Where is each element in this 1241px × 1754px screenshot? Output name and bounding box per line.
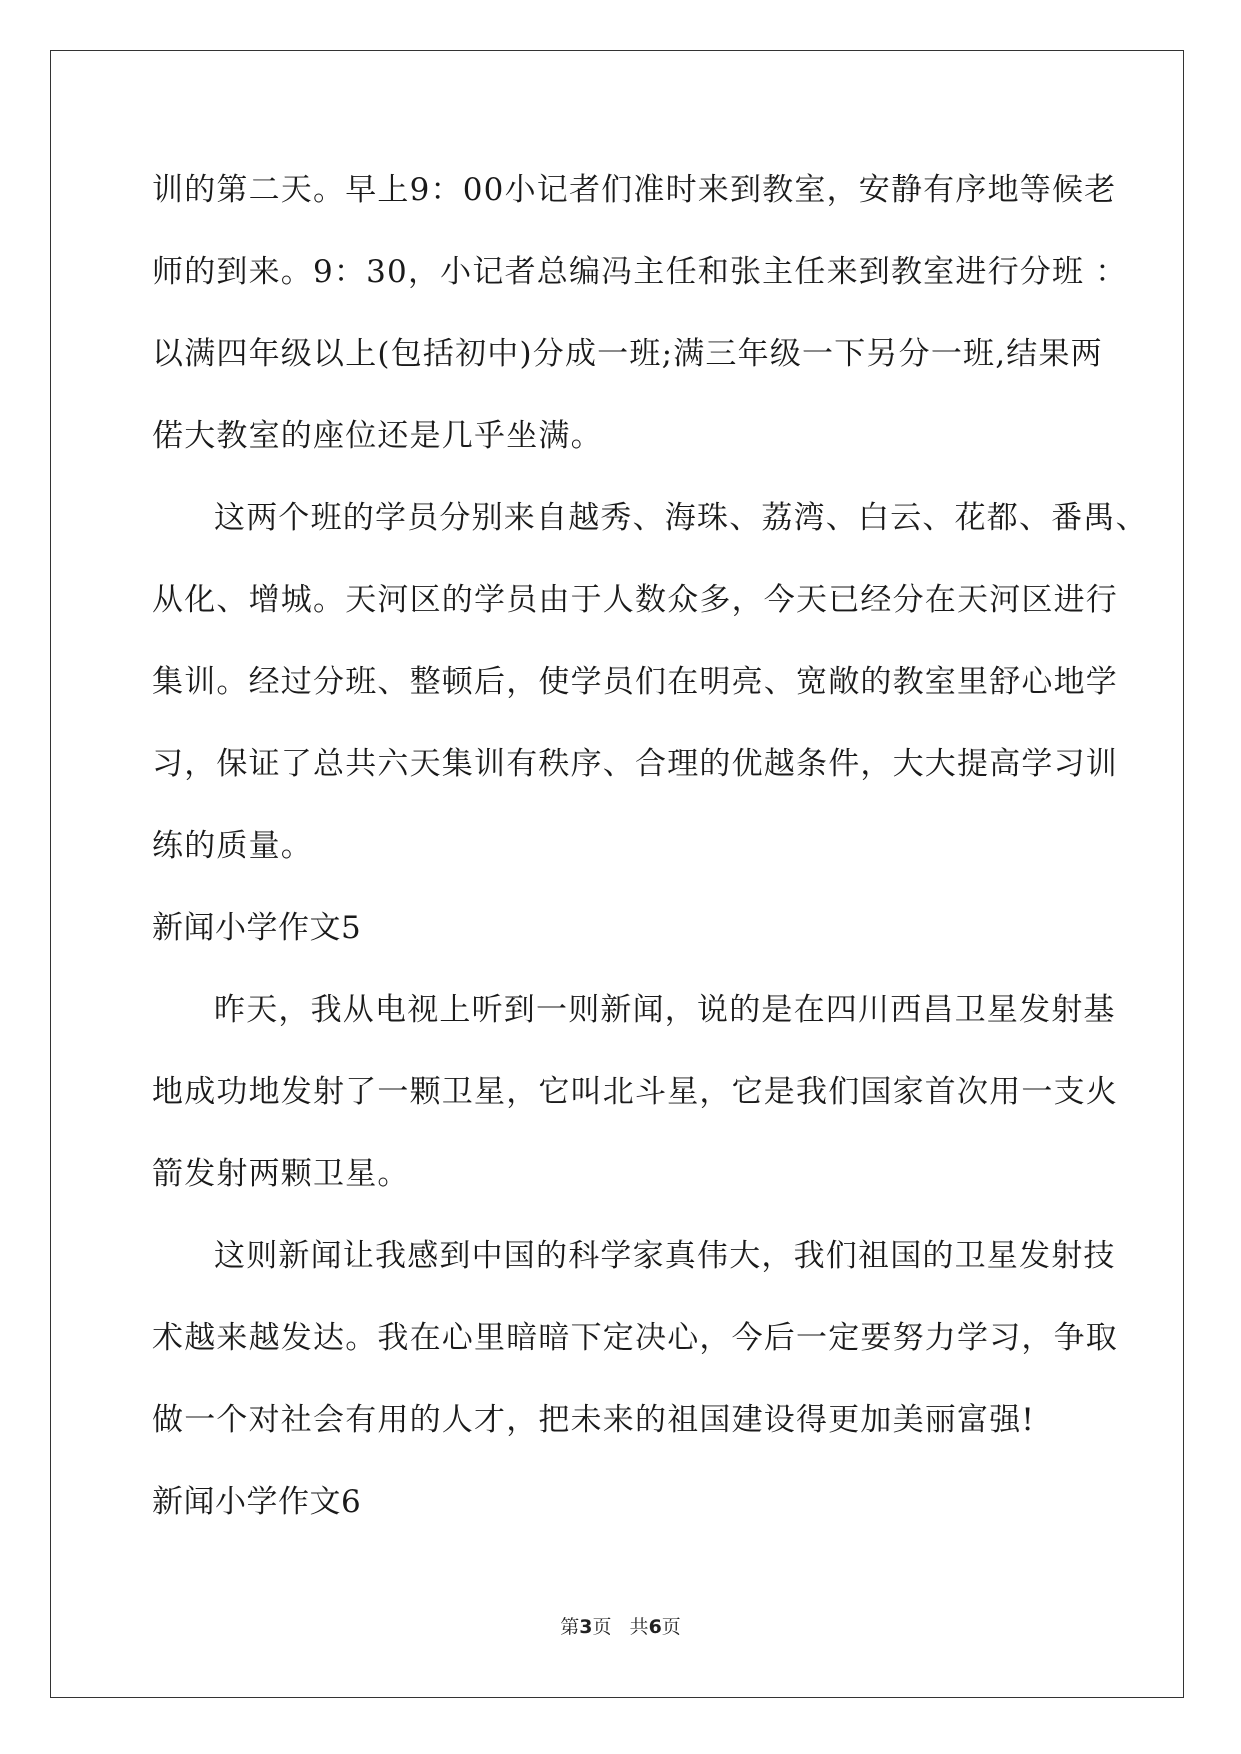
text-line: 训的第二天。早上9：00小记者们准时来到教室，安静有序地等候老 xyxy=(152,172,1117,208)
text-line: 以满四年级以上(包括初中)分成一班;满三年级一下另分一班,结果两 xyxy=(152,336,1103,372)
page-prefix: 第 xyxy=(560,1616,580,1638)
page-current-number: 3 xyxy=(579,1616,593,1638)
text-line: 偌大教室的座位还是几乎坐满。 xyxy=(152,418,603,454)
text-line: 师的到来。9：30，小记者总编冯主任和张主任来到教室进行分班 ： xyxy=(152,254,1128,290)
text-line: 做一个对社会有用的人才，把未来的祖国建设得更加美丽富强! xyxy=(152,1402,1036,1438)
page-total-number: 6 xyxy=(648,1616,662,1638)
section-heading: 新闻小学作文5 xyxy=(152,910,362,946)
document-body xyxy=(152,160,1148,1554)
section-heading: 新闻小学作文6 xyxy=(152,1484,362,1520)
text-line: 集训。经过分班、整顿后，使学员们在明亮、宽敞的教室里舒心地学 xyxy=(152,664,1118,700)
page-footer xyxy=(0,1612,1241,1639)
text-line: 术越来越发达。我在心里暗暗下定决心，今后一定要努力学习，争取 xyxy=(152,1320,1118,1356)
page-suffix: 页 xyxy=(661,1616,681,1638)
paragraph-start-line: 昨天，我从电视上听到一则新闻，说的是在四川西昌卫星发射基 xyxy=(214,992,1116,1028)
text-line: 地成功地发射了一颗卫星，它叫北斗星，它是我们国家首次用一支火 xyxy=(152,1074,1118,1110)
text-line: 习，保证了总共六天集训有秩序、合理的优越条件，大大提高学习训 xyxy=(152,746,1118,782)
text-line: 从化、增城。天河区的学员由于人数众多，今天已经分在天河区进行 xyxy=(152,582,1118,618)
paragraph-start-line: 这两个班的学员分别来自越秀、海珠、荔湾、白云、花都、番禺、 xyxy=(214,500,1148,536)
page-mid: 页 共 xyxy=(592,1616,649,1638)
paragraph-start-line: 这则新闻让我感到中国的科学家真伟大，我们祖国的卫星发射技 xyxy=(214,1238,1116,1274)
text-line: 练的质量。 xyxy=(152,828,313,864)
text-line: 箭发射两颗卫星。 xyxy=(152,1156,410,1192)
